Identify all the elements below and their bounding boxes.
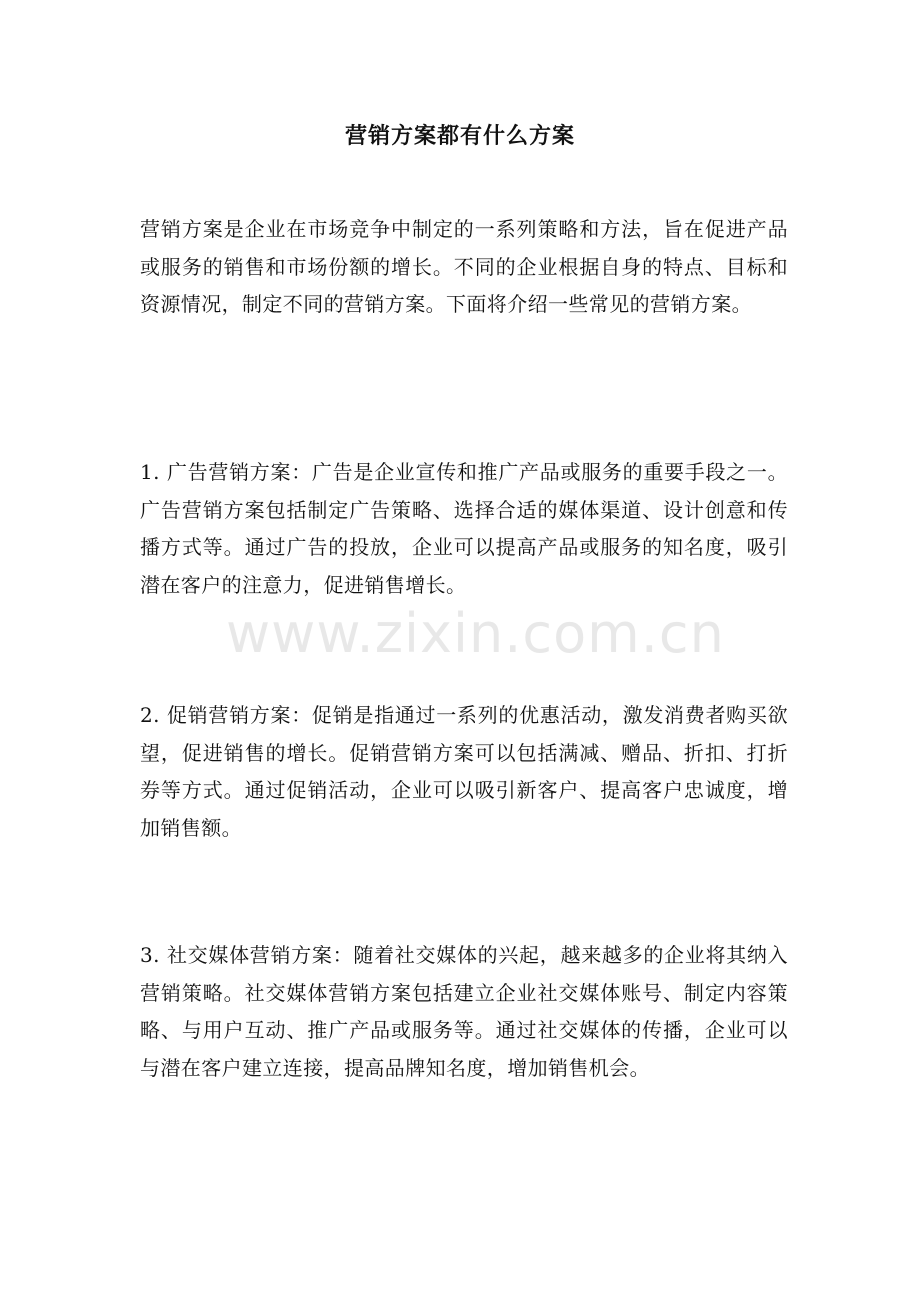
watermark-text: www.zixin.com.cn bbox=[226, 602, 725, 665]
document-title: 营销方案都有什么方案 bbox=[344, 123, 575, 149]
section-promotion: 2. 促销营销方案：促销是指通过一系列的优惠活动，激发消费者购买欲望，促进销售的增长。促销营销方案可以包括满减、赠品、折扣、打折券等方式。通过促销活动，企业可以吸引新客户、提高客户忠诚度，增加销售额。 bbox=[140, 703, 788, 840]
section-advertising: 1. 广告营销方案：广告是企业宣传和推广产品或服务的重要手段之一。广告营销方案包括制定广告策略、选择合适的媒体渠道、设计创意和传播方式等。通过广告的投放，企业可以提高产品或服务的知名度，吸引潜在客户的注意力，促进销售增长。 bbox=[140, 460, 788, 597]
intro-paragraph: 营销方案是企业在市场竞争中制定的一系列策略和方法，旨在促进产品或服务的销售和市场份额的增长。不同的企业根据自身的特点、目标和资源情况，制定不同的营销方案。下面将介绍一些常见的营销方案。 bbox=[140, 217, 788, 316]
section-social-media: 3. 社交媒体营销方案：随着社交媒体的兴起，越来越多的企业将其纳入营销策略。社交媒体营销方案包括建立企业社交媒体账号、制定内容策略、与用户互动、推广产品或服务等。通过社交媒体的传播，企业可以与潜在客户建立连接，提高品牌知名度，增加销售机会。 bbox=[140, 943, 788, 1080]
